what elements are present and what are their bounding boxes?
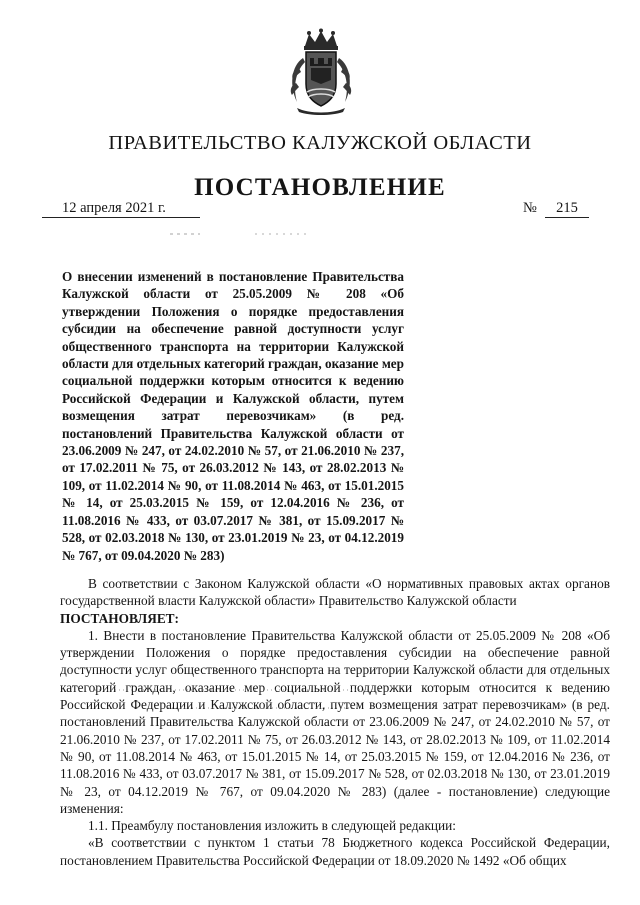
coat-of-arms-emblem-icon [283, 28, 359, 116]
document-number: 215 [545, 199, 589, 218]
number-sign: № [523, 200, 537, 216]
preamble-paragraph: В соответствии с Законом Калужской области «О нормативных правовых актах органов государственной власти Калужской области» Правительство Калужской области [60, 576, 610, 609]
government-title: ПРАВИТЕЛЬСТВО КАЛУЖСКОЙ ОБЛАСТИ [108, 132, 532, 154]
document-body [60, 575, 610, 869]
document-type-title: ПОСТАНОВЛЕНИЕ [194, 174, 446, 201]
item-1-1-paragraph: 1.1. Преамбулу постановления изложить в следующей редакции: [88, 818, 456, 834]
document-date: 12 апреля 2021 г. [42, 199, 200, 218]
document-heading: О внесении изменений в постановление Правительства Калужской области от 25.05.2009 № 208 «Об утверждении Положения о порядке предоставления субсидии на обеспечение равной доступности услуг общественного транспорта на территории Калужской области для отдельных категорий граждан, оказание мер социальной поддержки которым относится к ведению Российской Федерации и Калужской области, путем возмещения затрат перевозчикам» (в ред. постановлений Правительства Калужской области от 23.06.2009 № 247, от 24.02.2010 № 57, от 21.06.2010 № 237, от 17.02.2011 № 75, от 26.03.2012 № 143, от 28.02.2013 № 109, от 11.02.2014 № 90, от 11.08.2014 № 463, от 15.01.2015 № 14, от 25.03.2015 № 159, от 12.04.2016 № 236, от 11.08.2016 № 433, от 03.07.2017 № 381, от 15.09.2017 № 528, от 02.03.2018 № 130, от 23.01.2019 № 23, от 04.12.2019 № 767, от 09.04.2020 № 283) [62, 269, 404, 563]
resolves-keyword: ПОСТАНОВЛЯЕТ: [60, 610, 179, 626]
item-1-paragraph: 1. Внести в постановление Правительства Калужской области от 25.05.2009 № 208 «Об утверждении Положения о порядке предоставления субсидии на обеспечение равной доступности услуг общественного транспорта на территории Калужской области для отдельных категорий граждан, оказание мер социальной поддержки которым относится к ведению Российской Федерации и Калужской области, путем возмещения затрат перевозчикам» (в ред. постановлений Правительства Калужской области от 23.06.2009 № 247, от 24.02.2010 № 57, от 21.06.2010 № 237, от 17.02.2011 № 75, от 26.03.2012 № 143, от 28.02.2013 № 109, от 11.02.2014 № 90, от 11.08.2014 № 463, от 15.01.2015 № 14, от 25.03.2015 № 159, от 12.04.2016 № 236, от 11.08.2016 № 433, от 03.07.2017 № 381, от 15.09.2017 № 528, от 02.03.2018 № 130, от 23.01.2019 № 23, от 04.12.2019 № 767, от 09.04.2020 № 283) (далее - постановление) следующие изменения: [60, 627, 610, 816]
quote-paragraph: «В соответствии с пунктом 1 статьи 78 Бюджетного кодекса Российской Федерации, постановлением Правительства Российской Федерации от 18.09.2020 № 1492 «Об общих [60, 835, 610, 868]
